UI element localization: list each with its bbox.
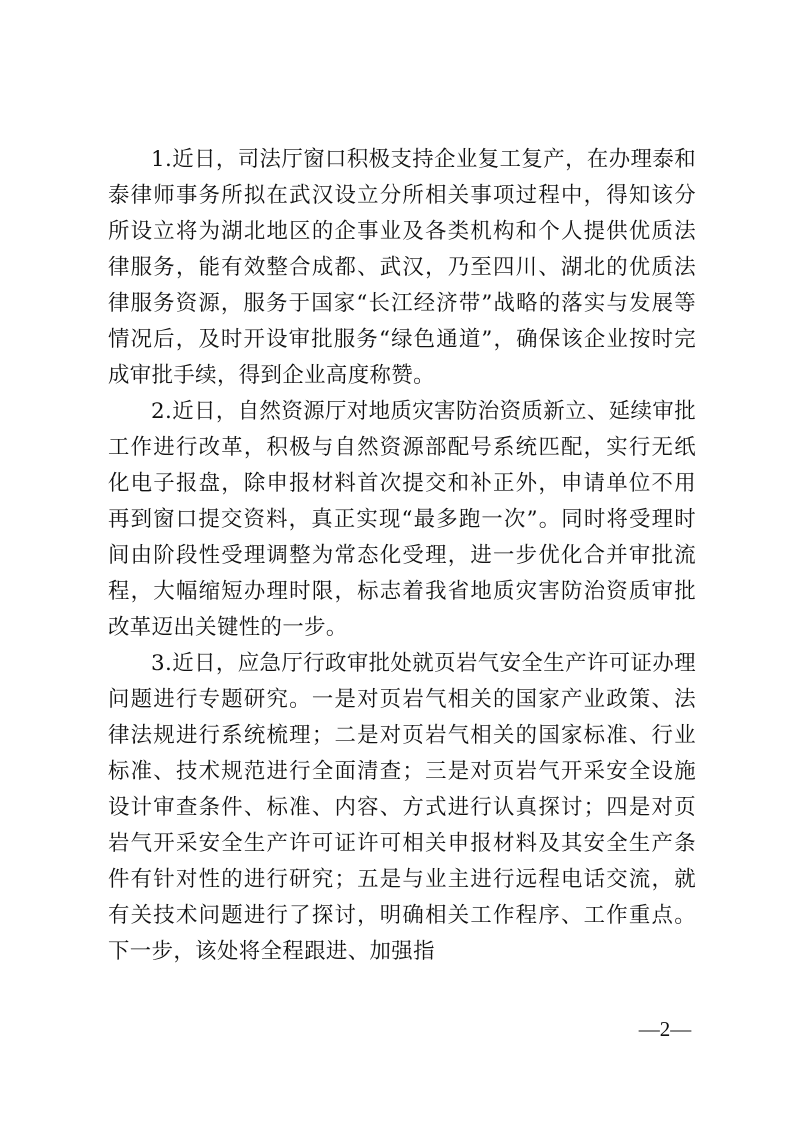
- paragraph-2: 2.近日，自然资源厅对地质灾害防治资质新立、延续审批工作进行改革，积极与自然资源部配号系统匹配，实行无纸化电子报盘，除申报材料首次提交和补正外，申请单位不用再到窗口提交资料，真正实现“最多跑一次”。同时将受理时间由阶段性受理调整为常态化受理，进一步优化合并审批流程，大幅缩短办理时限，标志着我省地质灾害防治资质审批改革迈出关键性的一步。: [108, 399, 696, 640]
- paragraph-1: 1.近日，司法厅窗口积极支持企业复工复产，在办理泰和泰律师事务所拟在武汉设立分所相关事项过程中，得知该分所设立将为湖北地区的企事业及各类机构和个人提供优质法律服务，能有效整合成都、武汉，乃至四川、湖北的优质法律服务资源，服务于国家“长江经济带”战略的落实与发展等情况后，及时开设审批服务“绿色通道”，确保该企业按时完成审批手续，得到企业高度称赞。: [108, 147, 696, 388]
- page-number: —2—: [638, 1017, 692, 1041]
- document-body: [108, 142, 696, 970]
- paragraph-3: 3.近日，应急厅行政审批处就页岩气安全生产许可证办理问题进行专题研究。一是对页岩气相关的国家产业政策、法律法规进行系统梳理；二是对页岩气相关的国家标准、行业标准、技术规范进行全面清查；三是对页岩气开采安全设施设计审查条件、标准、内容、方式进行认真探讨；四是对页岩气开采安全生产许可证许可相关申报材料及其安全生产条件有针对性的进行研究；五是与业主进行远程电话交流，就有关技术问题进行了探讨，明确相关工作程序、工作重点。下一步，该处将全程跟进、加强指: [108, 651, 696, 964]
